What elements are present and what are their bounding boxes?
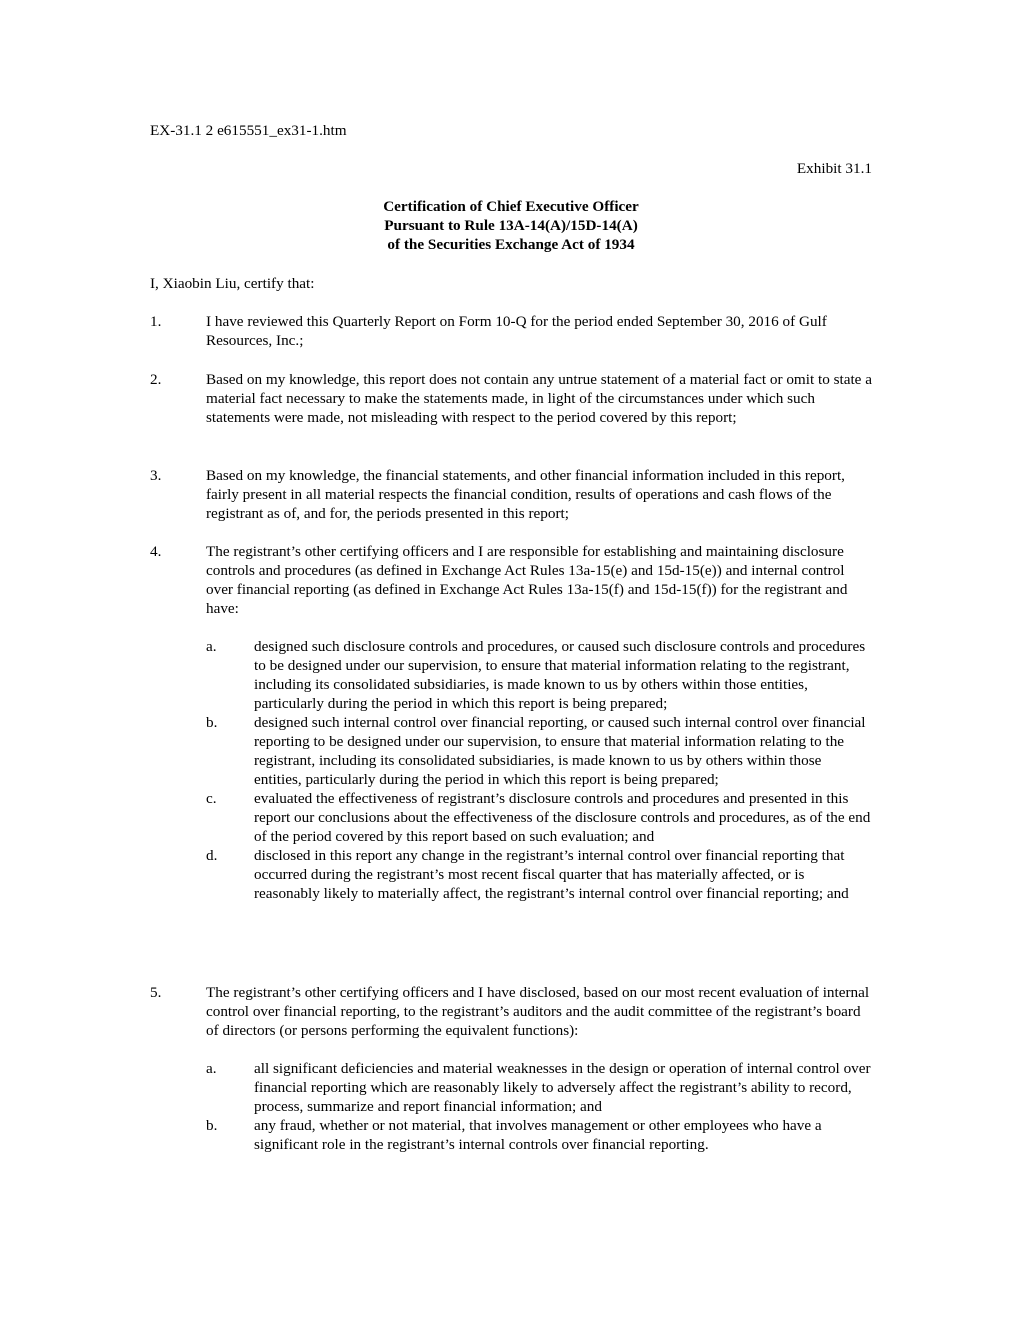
- sub-item: [206, 789, 872, 846]
- item-text: The registrant’s other certifying officers and I have disclosed, based on our most recent evaluation of internal control over financial reporting, to the registrant’s auditors and the audit committee of the registrant’s board of directors (or persons performing the equivalent functions):: [206, 984, 870, 1039]
- list-item: [150, 466, 872, 523]
- item-text: Based on my knowledge, this report does not contain any untrue statement of a material fact or omit to state a material fact necessary to make the statements made, in light of the circumstances under which such statements were made, not misleading with respect to the period covered by this report;: [206, 371, 872, 426]
- sub-list: [150, 1059, 872, 1154]
- title-line: of the Securities Exchange Act of 1934: [387, 236, 635, 253]
- sub-item: [206, 1059, 872, 1116]
- sub-item-letter: c.: [206, 790, 217, 807]
- certification-title: [150, 197, 872, 254]
- list-item: [150, 312, 872, 350]
- title-line: Pursuant to Rule 13A-14(A)/15D-14(A): [384, 217, 638, 234]
- item-text: I have reviewed this Quarterly Report on Form 10-Q for the period ended September 30, 2016 of Gulf Resources, Inc.;: [206, 313, 827, 349]
- title-line: Certification of Chief Executive Officer: [383, 198, 639, 215]
- intro-statement: I, Xiaobin Liu, certify that:: [150, 275, 315, 292]
- sub-item: [206, 713, 872, 789]
- list-item: [150, 983, 872, 1154]
- document-page: [150, 0, 872, 1320]
- file-name-line: EX-31.1 2 e615551_ex31-1.htm: [150, 122, 347, 139]
- item-number: 1.: [150, 313, 162, 330]
- list-item: [150, 370, 872, 427]
- sub-item: [206, 637, 872, 713]
- item-number: 2.: [150, 371, 162, 388]
- sub-item-text: designed such internal control over financial reporting, or caused such internal control over financial reporting to be designed under our supervision, to ensure that material information relating to the registrant, including its consolidated subsidiaries, is made known to us by others within those entities, particularly during the period in which this report is being prepared;: [254, 714, 866, 788]
- exhibit-label: Exhibit 31.1: [796, 160, 872, 177]
- sub-item-text: all significant deficiencies and material weaknesses in the design or operation of internal control over financial reporting which are reasonably likely to adversely affect the registrant’s ability to record, process, summarize and report financial information; and: [254, 1060, 871, 1115]
- item-number: 4.: [150, 543, 162, 560]
- sub-item-text: designed such disclosure controls and procedures, or caused such disclosure controls and procedures to be designed under our supervision, to ensure that material information relating to the registrant, including its consolidated subsidiaries, is made known to us by others within those entities, particularly during the period in which this report is being prepared;: [254, 638, 866, 712]
- sub-item: [206, 1116, 872, 1154]
- sub-item-letter: d.: [206, 847, 218, 864]
- list-item: [150, 542, 872, 903]
- sub-item-letter: a.: [206, 1060, 217, 1077]
- item-number: 3.: [150, 467, 162, 484]
- sub-item-text: disclosed in this report any change in the registrant’s internal control over financial reporting that occurred during the registrant’s most recent fiscal quarter that has materially affected, or is reasonably likely to materially affect, the registrant’s internal control over financial reporting; and: [254, 847, 849, 902]
- sub-item-letter: a.: [206, 638, 217, 655]
- sub-item-letter: b.: [206, 1117, 218, 1134]
- sub-item-letter: b.: [206, 714, 218, 731]
- sub-list: [150, 637, 872, 903]
- item-number: 5.: [150, 984, 162, 1001]
- item-text: The registrant’s other certifying officers and I are responsible for establishing and maintaining disclosure controls and procedures (as defined in Exchange Act Rules 13a-15(e) and 15d-15(e)) and internal control over financial reporting (as defined in Exchange Act Rules 13a-15(f) and 15d-15(f)) for the registrant and have:: [206, 543, 848, 617]
- sub-item: [206, 846, 872, 903]
- sub-item-text: any fraud, whether or not material, that involves management or other employees who have a significant role in the registrant’s internal controls over financial reporting.: [254, 1117, 822, 1153]
- item-text: Based on my knowledge, the financial statements, and other financial information included in this report, fairly present in all material respects the financial condition, results of operations and cash flows of the registrant as of, and for, the periods presented in this report;: [206, 467, 845, 522]
- sub-item-text: evaluated the effectiveness of registrant’s disclosure controls and procedures and presented in this report our conclusions about the effectiveness of the disclosure controls and procedures, as of the end of the period covered by this report based on such evaluation; and: [254, 790, 871, 845]
